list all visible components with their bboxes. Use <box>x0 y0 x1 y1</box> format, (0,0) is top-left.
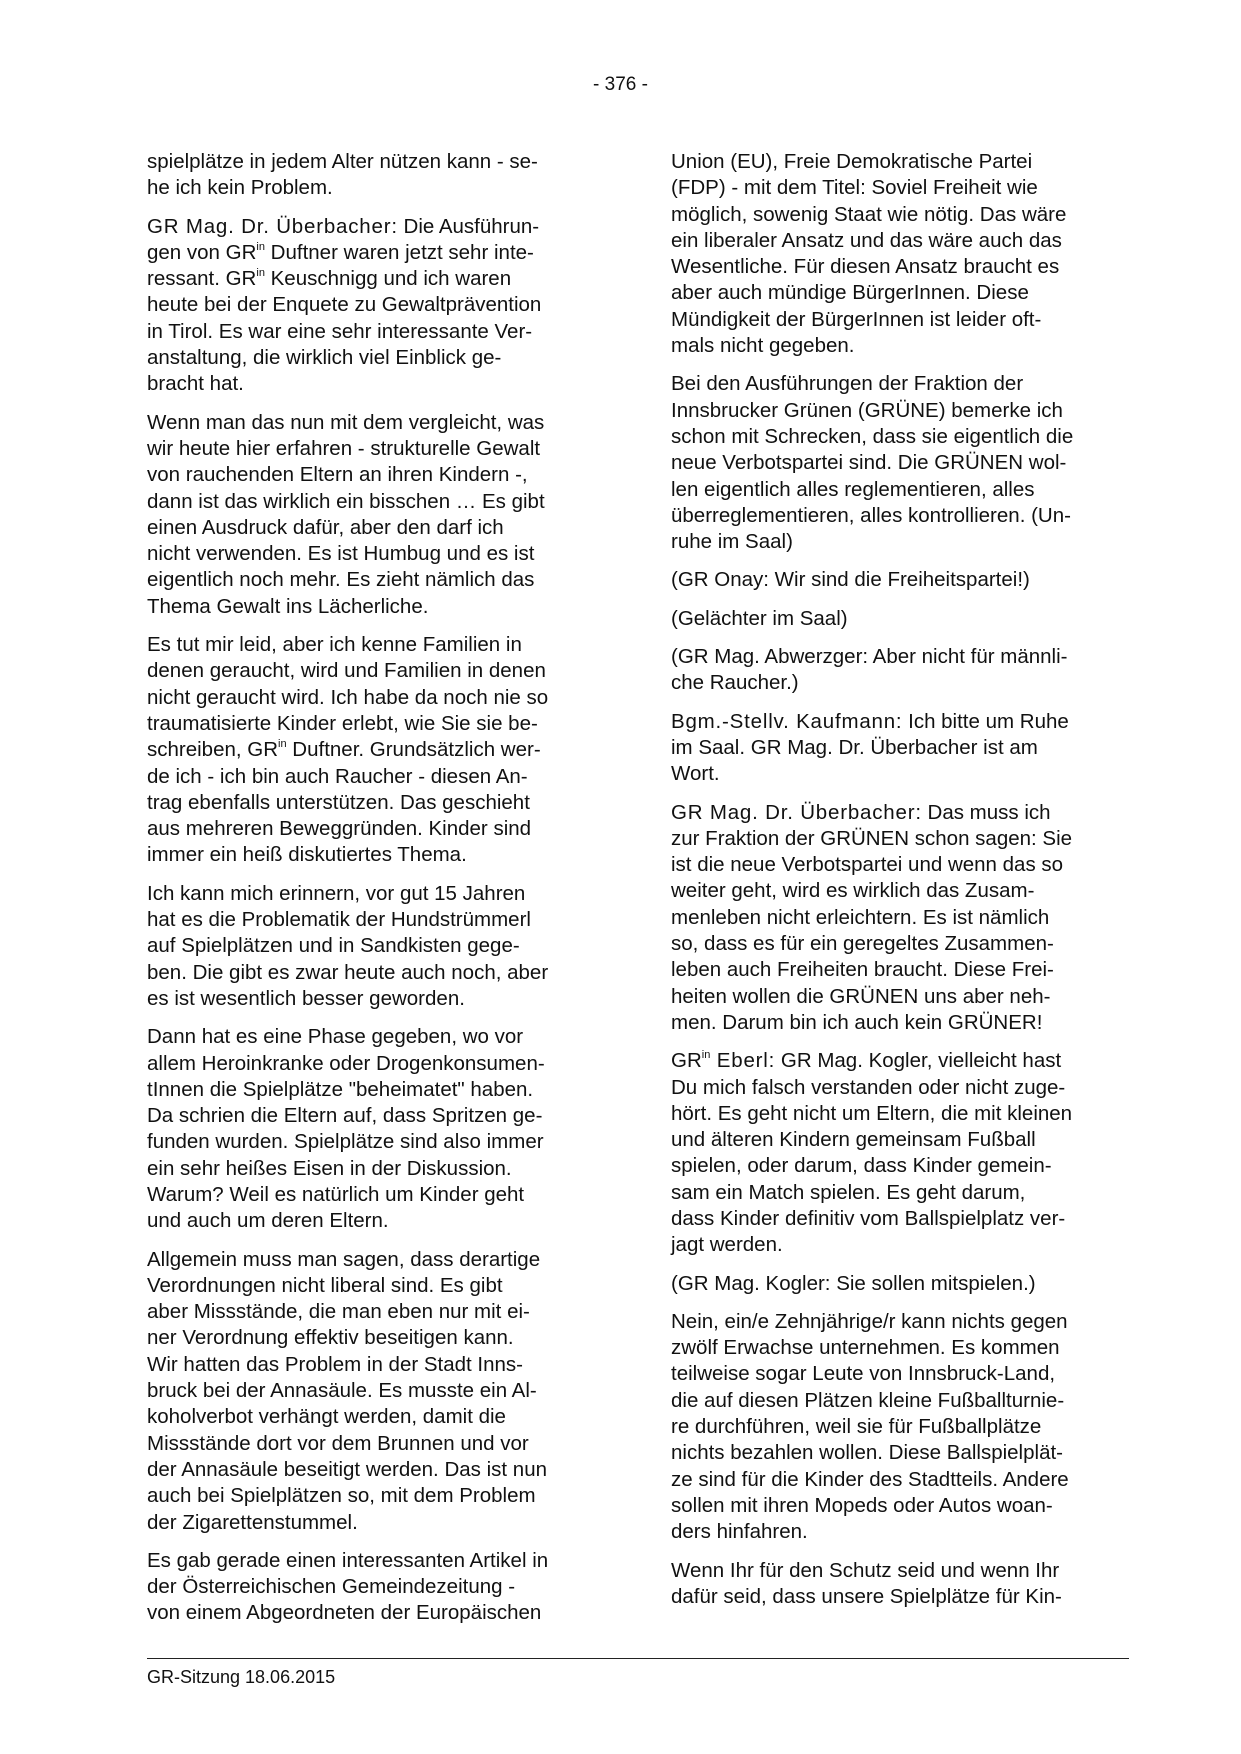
text-segment: weiter geht, wird es wirklich das Zusam- <box>671 879 1035 903</box>
text-segment: der Annasäule beseitigt werden. Das ist nun <box>147 1457 548 1481</box>
text-line <box>671 1232 1131 1258</box>
text-line <box>147 986 607 1012</box>
text-line <box>147 881 607 907</box>
text-line <box>671 1048 1131 1074</box>
text-segment: anstaltung, die wirklich viel Einblick ge- <box>147 346 502 370</box>
text-line <box>671 905 1131 931</box>
text-segment: leben auch Freiheiten braucht. Diese Frei- <box>671 958 1054 982</box>
text-segment: gen von GR <box>147 240 257 264</box>
text-segment: ders hinfahren. <box>671 1520 808 1544</box>
text-segment: re durchführen, weil sie für Fußballplätze <box>671 1415 1042 1439</box>
text-segment: heute bei der Enquete zu Gewaltprävention <box>147 293 542 317</box>
text-line <box>671 1271 1131 1297</box>
left-column <box>147 149 607 1639</box>
text-line <box>147 1325 607 1351</box>
text-segment: spielen, oder darum, dass Kinder gemein- <box>671 1154 1052 1178</box>
paragraph <box>671 371 1131 555</box>
text-line <box>147 658 607 684</box>
paragraph <box>671 644 1131 697</box>
text-segment: (FDP) - mit dem Titel: Soviel Freiheit wie <box>671 176 1038 200</box>
text-segment: (Gelächter im Saal) <box>671 606 848 630</box>
text-segment: jagt werden. <box>671 1233 783 1257</box>
text-segment: teilweise sogar Leute von Innsbruck-Land, <box>671 1362 1056 1386</box>
speaker-name: Eberl: <box>710 1049 776 1073</box>
text-segment: nichts bezahlen wollen. Diese Ballspielplät- <box>671 1441 1063 1465</box>
text-segment: es ist wesentlich besser geworden. <box>147 986 465 1010</box>
text-line <box>671 644 1131 670</box>
text-line <box>671 1558 1131 1584</box>
page-number: - 376 - <box>593 74 648 95</box>
text-segment: auf Spielplätzen und in Sandkisten gege- <box>147 934 520 958</box>
text-segment: die auf diesen Plätzen kleine Fußballturnie- <box>671 1388 1065 1412</box>
text-segment: tInnen die Spielplätze "beheimatet" haben. <box>147 1077 534 1101</box>
text-line <box>671 984 1131 1010</box>
text-segment: eigentlich noch mehr. Es zieht nämlich das <box>147 568 535 592</box>
text-line <box>671 709 1131 735</box>
text-segment: ist die neue Verbotspartei und wenn das so <box>671 853 1064 877</box>
text-line <box>147 907 607 933</box>
text-line <box>147 567 607 593</box>
text-line <box>671 1101 1131 1127</box>
text-line <box>147 1352 607 1378</box>
speaker-name: Bgm.-Stellv. Kaufmann: <box>671 709 903 733</box>
text-segment: einen Ausdruck dafür, aber den darf ich <box>147 515 504 539</box>
text-segment: denen geraucht, wird und Familien in denen <box>147 659 546 683</box>
text-line <box>671 852 1131 878</box>
text-line <box>671 761 1131 787</box>
text-line <box>147 541 607 567</box>
text-segment: aus mehreren Beweggründen. Kinder sind <box>147 817 532 841</box>
text-line <box>671 398 1131 424</box>
text-line <box>147 1182 607 1208</box>
text-segment: hat es die Problematik der Hundstrümmerl <box>147 908 531 932</box>
superscript: in <box>256 240 265 253</box>
text-segment: Nein, ein/e Zehnjährige/r kann nichts gegen <box>671 1309 1068 1333</box>
text-line <box>147 711 607 737</box>
text-segment: Wir hatten das Problem in der Stadt Inns- <box>147 1352 524 1376</box>
text-segment: Ich bitte um Ruhe <box>902 709 1069 733</box>
text-segment: Ich kann mich erinnern, vor gut 15 Jahren <box>147 881 526 905</box>
text-segment: auch bei Spielplätzen so, mit dem Problem <box>147 1484 536 1508</box>
text-line <box>671 1309 1131 1335</box>
text-segment: Keuschnigg und ich waren <box>264 267 512 291</box>
paragraph <box>671 800 1131 1037</box>
text-segment: dass Kinder definitiv vom Ballspielplatz ver- <box>671 1206 1066 1230</box>
text-segment: Es gab gerade einen interessanten Artikel in <box>147 1548 549 1572</box>
text-segment: Duftner waren jetzt sehr inte- <box>264 240 534 264</box>
text-segment: Wenn Ihr für den Schutz seid und wenn Ihr <box>671 1558 1060 1582</box>
text-segment: Dann hat es eine Phase gegeben, wo vor <box>147 1025 524 1049</box>
text-line <box>147 1510 607 1536</box>
paragraph <box>671 1271 1131 1297</box>
text-segment: (GR Mag. Abwerzger: Aber nicht für männli- <box>671 645 1068 669</box>
text-line <box>147 1077 607 1103</box>
text-segment: allem Heroinkranke oder Drogenkonsumen- <box>147 1051 545 1075</box>
text-line <box>147 1431 607 1457</box>
text-line <box>671 1584 1131 1610</box>
text-line <box>671 280 1131 306</box>
text-line <box>147 1208 607 1234</box>
text-line <box>671 1440 1131 1466</box>
text-line <box>147 175 607 201</box>
text-line <box>147 1051 607 1077</box>
text-line <box>671 567 1131 593</box>
text-segment: neue Verbotspartei sind. Die GRÜNEN wol- <box>671 451 1067 475</box>
text-segment: hört. Es geht nicht um Eltern, die mit kleinen <box>671 1101 1073 1125</box>
text-segment: ein sehr heißes Eisen in der Diskussion. <box>147 1156 512 1180</box>
text-line <box>671 149 1131 175</box>
text-segment: Das muss ich <box>921 800 1051 824</box>
text-line <box>147 1247 607 1273</box>
text-segment: (GR Onay: Wir sind die Freiheitspartei!) <box>671 568 1030 592</box>
text-line <box>671 371 1131 397</box>
text-line <box>671 307 1131 333</box>
text-line <box>671 606 1131 632</box>
text-segment: len eigentlich alles reglementieren, alles <box>671 477 1035 501</box>
paragraph <box>147 214 607 398</box>
text-line <box>671 1127 1131 1153</box>
text-segment: schon mit Schrecken, dass sie eigentlich die <box>671 424 1074 448</box>
text-line <box>147 1273 607 1299</box>
text-line <box>671 957 1131 983</box>
text-segment: Innsbrucker Grünen (GRÜNE) bemerke ich <box>671 398 1063 422</box>
text-line <box>147 1378 607 1404</box>
text-line <box>671 1206 1131 1232</box>
text-line <box>671 1153 1131 1179</box>
text-segment: dafür seid, dass unsere Spielplätze für Kin- <box>671 1584 1062 1608</box>
text-segment: immer ein heiß diskutiertes Thema. <box>147 843 467 867</box>
text-line <box>147 149 607 175</box>
speaker-name: GR Mag. Dr. Überbacher: <box>147 214 398 238</box>
text-segment: GR Mag. Kogler, vielleicht hast <box>775 1049 1062 1073</box>
paragraph <box>671 1048 1131 1258</box>
text-segment: trag ebenfalls unterstützen. Das geschieht <box>147 790 530 814</box>
text-line <box>671 1335 1131 1361</box>
text-segment: he ich kein Problem. <box>147 176 333 200</box>
text-line <box>147 462 607 488</box>
text-line <box>671 1493 1131 1519</box>
footer-session-date: GR-Sitzung 18.06.2015 <box>147 1667 336 1687</box>
text-line <box>147 410 607 436</box>
text-segment: bracht hat. <box>147 372 244 396</box>
text-line <box>147 1156 607 1182</box>
text-line <box>147 737 607 763</box>
speaker-name: GR Mag. Dr. Überbacher: <box>671 800 922 824</box>
text-segment: Bei den Ausführungen der Fraktion der <box>671 372 1024 396</box>
paragraph <box>671 567 1131 593</box>
text-segment: Wenn man das nun mit dem vergleicht, was <box>147 410 545 434</box>
text-line <box>671 529 1131 555</box>
text-segment: von rauchenden Eltern an ihren Kindern -, <box>147 463 528 487</box>
text-line <box>147 1404 607 1430</box>
text-line <box>147 266 607 292</box>
text-segment: Union (EU), Freie Demokratische Partei <box>671 150 1033 173</box>
text-segment: sam ein Match spielen. Es geht darum, <box>671 1180 1026 1204</box>
text-line <box>147 790 607 816</box>
text-line <box>147 816 607 842</box>
text-segment: zwölf Erwachse unternehmen. Es kommen <box>671 1336 1060 1360</box>
text-segment: dann ist das wirklich ein bisschen … Es gibt <box>147 489 545 513</box>
text-segment: ruhe im Saal) <box>671 530 793 554</box>
text-segment: Mündigkeit der BürgerInnen ist leider oft- <box>671 307 1042 331</box>
text-line <box>147 842 607 868</box>
text-line <box>671 878 1131 904</box>
text-line <box>147 1483 607 1509</box>
text-segment: Warum? Weil es natürlich um Kinder geht <box>147 1182 525 1206</box>
text-segment: aber auch mündige BürgerInnen. Diese <box>671 281 1029 305</box>
paragraph <box>671 1309 1131 1546</box>
text-line <box>147 685 607 711</box>
text-line <box>671 1361 1131 1387</box>
text-segment: schreiben, GR <box>147 738 279 762</box>
text-line <box>671 450 1131 476</box>
paragraph <box>147 410 607 620</box>
superscript: in <box>701 1049 711 1062</box>
text-line <box>147 1299 607 1325</box>
paragraph <box>671 149 1131 359</box>
text-segment: von einem Abgeordneten der Europäischen <box>147 1601 542 1625</box>
text-line <box>147 1129 607 1155</box>
text-line <box>671 477 1131 503</box>
text-segment: Missstände dort vor dem Brunnen und vor <box>147 1431 529 1455</box>
text-line <box>147 933 607 959</box>
text-line <box>147 214 607 240</box>
text-segment: menleben nicht erleichtern. Es ist nämlich <box>671 905 1050 929</box>
text-segment: überreglementieren, alles kontrollieren. (Un- <box>671 503 1071 527</box>
text-segment: spielplätze in jedem Alter nützen kann - se- <box>147 150 538 173</box>
text-line <box>671 1010 1131 1036</box>
text-line <box>147 1600 607 1626</box>
text-segment: der Österreichischen Gemeindezeitung - <box>147 1575 516 1599</box>
text-segment: nicht geraucht wird. Ich habe da noch nie so <box>147 685 549 709</box>
paragraph <box>147 1247 607 1536</box>
text-segment: möglich, sowenig Staat wie nötig. Das wäre <box>671 202 1067 226</box>
text-line <box>671 1519 1131 1545</box>
text-segment: ein liberaler Ansatz und das wäre auch das <box>671 228 1062 252</box>
text-segment: im Saal. GR Mag. Dr. Überbacher ist am <box>671 735 1038 759</box>
text-line <box>671 1075 1131 1101</box>
text-segment: Verordnungen nicht liberal sind. Es gibt <box>147 1273 503 1297</box>
text-line <box>671 800 1131 826</box>
text-line <box>147 764 607 790</box>
text-line <box>671 1414 1131 1440</box>
text-line <box>671 202 1131 228</box>
text-segment: men. Darum bin ich auch kein GRÜNER! <box>671 1010 1043 1034</box>
text-line <box>671 670 1131 696</box>
text-segment: der Zigarettenstummel. <box>147 1510 358 1534</box>
text-segment: funden wurden. Spielplätze sind also immer <box>147 1130 544 1154</box>
text-segment: Wort. <box>671 762 720 786</box>
text-line <box>671 1467 1131 1493</box>
text-line <box>147 960 607 986</box>
text-line <box>147 345 607 371</box>
text-line <box>147 319 607 345</box>
text-line <box>147 1548 607 1574</box>
paragraph <box>671 709 1131 788</box>
text-line <box>671 1180 1131 1206</box>
text-line <box>147 1103 607 1129</box>
text-line <box>671 333 1131 359</box>
text-segment: de ich - ich bin auch Raucher - diesen An- <box>147 764 528 788</box>
text-segment: so, dass es für ein geregeltes Zusammen- <box>671 932 1054 956</box>
text-segment: in Tirol. Es war eine sehr interessante Ver- <box>147 319 533 343</box>
paragraph <box>147 632 607 869</box>
text-segment: GR <box>671 1049 702 1073</box>
right-column <box>671 149 1131 1622</box>
paragraph <box>147 149 607 202</box>
text-line <box>671 735 1131 761</box>
paragraph <box>147 881 607 1012</box>
text-segment: ressant. GR <box>147 267 257 291</box>
text-line <box>147 240 607 266</box>
superscript: in <box>256 267 265 280</box>
text-line <box>147 632 607 658</box>
text-line <box>147 1457 607 1483</box>
text-segment: mals nicht gegeben. <box>671 334 855 358</box>
text-segment: Allgemein muss man sagen, dass derartige <box>147 1247 541 1271</box>
text-line <box>147 515 607 541</box>
text-segment: Es tut mir leid, aber ich kenne Familien in <box>147 633 522 657</box>
text-line <box>671 175 1131 201</box>
text-segment: und auch um deren Eltern. <box>147 1209 389 1233</box>
text-segment: traumatisierte Kinder erlebt, wie Sie sie be- <box>147 711 538 735</box>
text-segment: Wesentliche. Für diesen Ansatz braucht es <box>671 255 1060 279</box>
text-segment: ner Verordnung effektiv beseitigen kann. <box>147 1326 514 1350</box>
text-line <box>147 594 607 620</box>
paragraph <box>147 1548 607 1627</box>
text-line <box>147 1574 607 1600</box>
text-segment: ze sind für die Kinder des Stadtteils. Andere <box>671 1467 1069 1491</box>
text-line <box>671 931 1131 957</box>
text-segment: Da schrien die Eltern auf, dass Spritzen ge- <box>147 1104 543 1128</box>
text-line <box>671 1388 1131 1414</box>
text-segment: che Raucher.) <box>671 671 799 695</box>
superscript: in <box>278 738 287 751</box>
text-line <box>147 436 607 462</box>
text-line <box>147 371 607 397</box>
text-segment: (GR Mag. Kogler: Sie sollen mitspielen.) <box>671 1271 1036 1295</box>
text-segment: koholverbot verhängt werden, damit die <box>147 1405 506 1429</box>
text-segment: ben. Die gibt es zwar heute auch noch, aber <box>147 960 549 984</box>
text-segment: nicht verwenden. Es ist Humbug und es ist <box>147 542 535 566</box>
text-segment: aber Missstände, die man eben nur mit ei- <box>147 1300 530 1324</box>
text-line <box>671 228 1131 254</box>
text-line <box>671 503 1131 529</box>
text-line <box>671 826 1131 852</box>
text-line <box>671 254 1131 280</box>
text-segment: Thema Gewalt ins Lächerliche. <box>147 594 429 618</box>
footer-divider <box>147 1658 1129 1659</box>
paragraph <box>671 606 1131 632</box>
text-line <box>147 489 607 515</box>
text-segment: wir heute hier erfahren - strukturelle Gewalt <box>147 436 541 460</box>
text-segment: bruck bei der Annasäule. Es musste ein Al- <box>147 1379 537 1403</box>
text-segment: Die Ausführun- <box>397 214 540 238</box>
text-line <box>671 424 1131 450</box>
text-segment: Duftner. Grundsätzlich wer- <box>286 738 541 762</box>
text-line <box>147 1024 607 1050</box>
text-segment: heiten wollen die GRÜNEN uns aber neh- <box>671 984 1051 1008</box>
paragraph <box>671 1558 1131 1611</box>
text-segment: und älteren Kindern gemeinsam Fußball <box>671 1128 1036 1152</box>
text-segment: sollen mit ihren Mopeds oder Autos woan- <box>671 1493 1053 1517</box>
text-segment: zur Fraktion der GRÜNEN schon sagen: Sie <box>671 826 1073 850</box>
paragraph <box>147 1024 607 1234</box>
text-segment: Du mich falsch verstanden oder nicht zuge- <box>671 1075 1066 1099</box>
text-line <box>147 292 607 318</box>
